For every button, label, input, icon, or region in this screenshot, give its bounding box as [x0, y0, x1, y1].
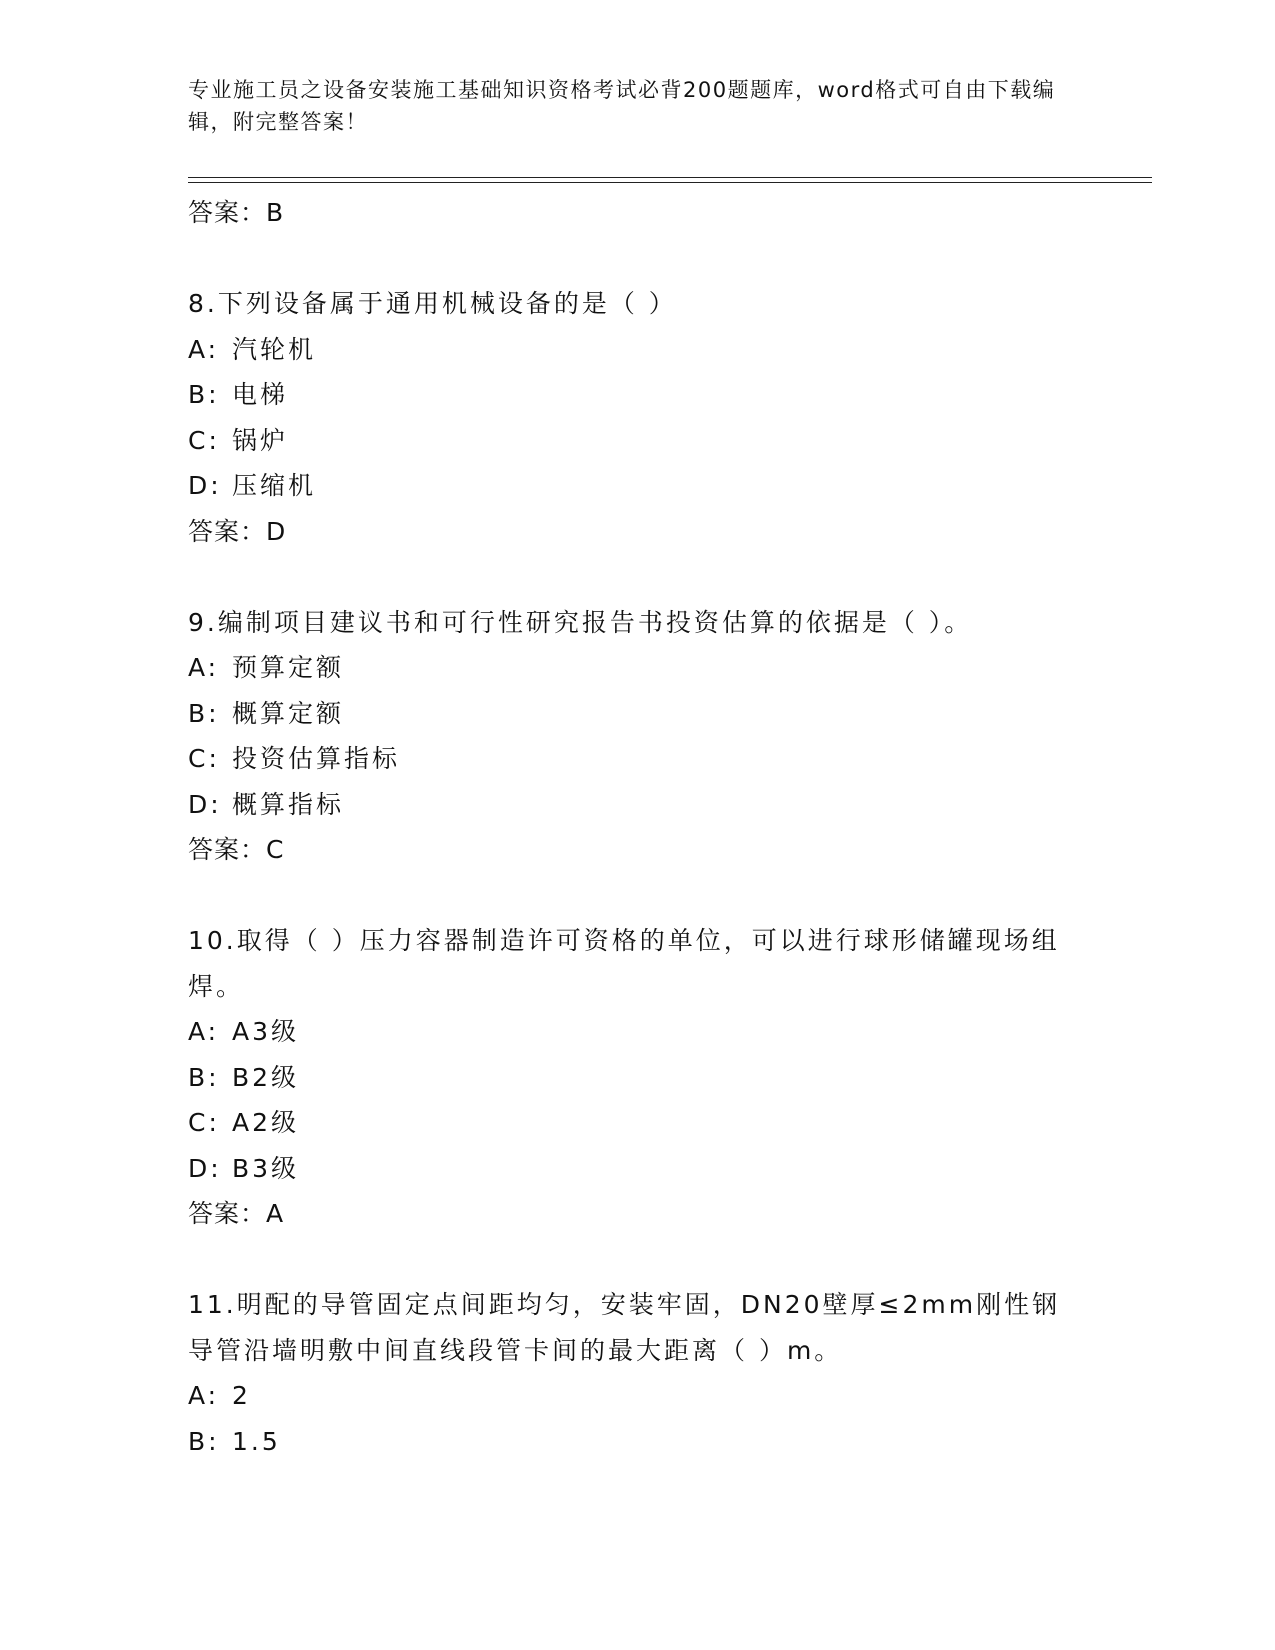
option-d: [188, 782, 1088, 828]
option-text: 汽轮机: [232, 334, 317, 364]
question-stem: 8.下列设备属于通用机械设备的是（ ）: [188, 289, 677, 318]
option-b: [188, 691, 1088, 737]
option-d: [188, 1146, 1088, 1192]
option-text: 概算定额: [232, 698, 345, 728]
header-divider-bottom: [188, 182, 1152, 183]
option-text: 压缩机: [232, 471, 317, 500]
option-letter: D:: [188, 789, 222, 819]
option-text: A3级: [232, 1017, 300, 1046]
question-block-10: [188, 918, 1088, 1237]
spacer: [188, 236, 1088, 282]
option-c: [188, 1100, 1088, 1146]
option-letter: D:: [188, 1153, 222, 1183]
option-letter: B:: [188, 1062, 220, 1092]
question-list: [188, 190, 1088, 1464]
option-letter: C:: [188, 744, 220, 773]
option-letter: B:: [188, 698, 220, 728]
question-block-11: [188, 1282, 1088, 1464]
option-a: [188, 327, 1088, 373]
question-stem: 11.明配的导管固定点间距均匀，安装牢固，DN20壁厚≤2mm刚性钢导管沿墙明敷中间直线段管卡间的最大距离（ ）m。: [188, 1290, 1061, 1365]
option-letter: B:: [188, 380, 220, 409]
option-letter: D:: [188, 471, 222, 500]
option-a: [188, 645, 1088, 691]
option-d: [188, 463, 1088, 509]
option-c: [188, 736, 1088, 782]
option-text: B2级: [232, 1062, 300, 1092]
spacer: [188, 873, 1088, 919]
option-b: [188, 372, 1088, 418]
option-text: B3级: [232, 1153, 300, 1183]
option-text: 1.5: [232, 1426, 281, 1456]
question-answer: 答案：A: [188, 1199, 285, 1228]
question-stem: 10.取得（ ）压力容器制造许可资格的单位，可以进行球形储罐现场组焊。: [188, 926, 1060, 1001]
option-letter: C:: [188, 1108, 220, 1137]
spacer: [188, 1237, 1088, 1283]
option-text: 电梯: [232, 380, 289, 409]
option-letter: A:: [188, 653, 220, 682]
option-text: 投资估算指标: [232, 744, 401, 773]
option-a: [188, 1009, 1088, 1055]
header-divider-top: [188, 177, 1152, 178]
option-letter: C:: [188, 425, 220, 455]
option-text: 概算指标: [232, 789, 345, 819]
option-a: [188, 1373, 1088, 1419]
option-b: [188, 1419, 1088, 1465]
question-block-8: [188, 281, 1088, 554]
document-header-title: 专业施工员之设备安装施工基础知识资格考试必背200题题库，word格式可自由下载编辑，附完整答案！: [188, 78, 1056, 134]
option-b: [188, 1055, 1088, 1101]
option-text: 2: [232, 1381, 251, 1410]
previous-answer: 答案：B: [188, 198, 285, 227]
option-letter: A:: [188, 1017, 220, 1046]
option-letter: A:: [188, 334, 220, 364]
question-answer: 答案：D: [188, 516, 287, 546]
option-letter: A:: [188, 1381, 220, 1410]
option-text: 预算定额: [232, 653, 345, 682]
question-block-9: [188, 600, 1088, 873]
question-answer: 答案：C: [188, 835, 285, 864]
option-text: 锅炉: [232, 425, 289, 455]
question-stem: 9.编制项目建议书和可行性研究报告书投资估算的依据是（ ）。: [188, 607, 973, 637]
option-letter: B:: [188, 1426, 220, 1456]
option-c: [188, 418, 1088, 464]
option-text: A2级: [232, 1108, 300, 1137]
spacer: [188, 554, 1088, 600]
